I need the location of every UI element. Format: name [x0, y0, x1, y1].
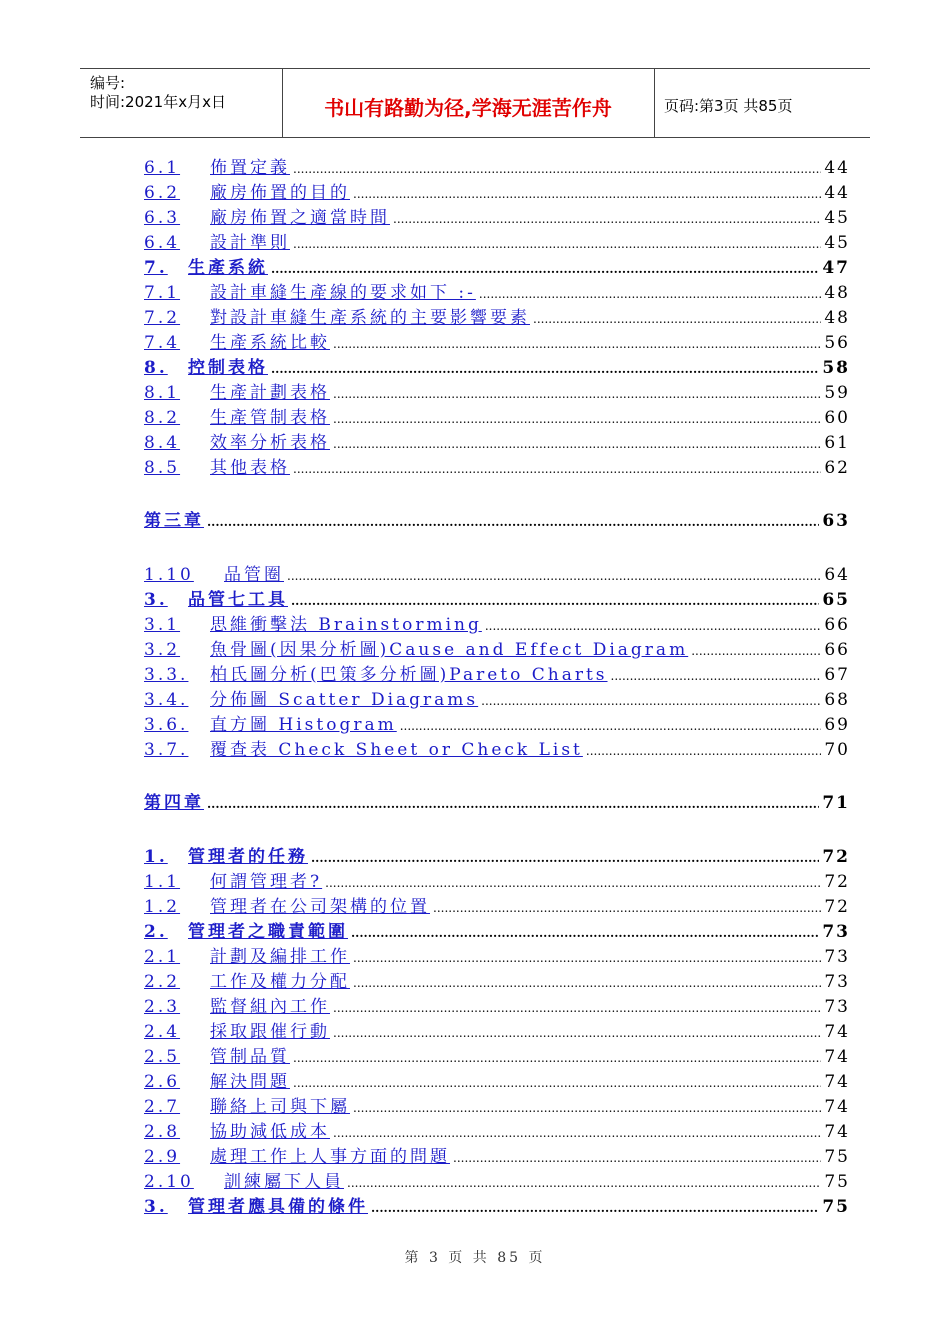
toc-entry-page: 72 — [822, 847, 850, 867]
toc-entry-number[interactable]: 8. — [144, 358, 168, 378]
toc-entry-page: 70 — [824, 740, 850, 760]
toc-entry[interactable] — [144, 511, 850, 531]
toc-dot-leader — [333, 334, 821, 354]
toc-dot-leader — [611, 666, 822, 686]
toc-entry-title[interactable]: 生產系統比較 — [210, 333, 330, 353]
toc-entry[interactable] — [144, 665, 850, 685]
toc-entry-title[interactable]: 控制表格 — [188, 358, 268, 378]
toc-entry[interactable] — [144, 158, 850, 178]
toc-entry-title[interactable]: 管制品質 — [210, 1047, 290, 1067]
toc-entry-page: 64 — [824, 565, 850, 585]
toc-entry-title[interactable]: 思維衝擊法 Brainstorming — [210, 615, 482, 635]
toc-dot-leader — [333, 1123, 821, 1143]
toc-entry-page: 72 — [824, 897, 850, 917]
toc-entry[interactable] — [144, 947, 850, 967]
toc-entry-page: 65 — [822, 590, 850, 610]
toc-entry-page: 58 — [822, 358, 850, 378]
toc-entry[interactable] — [144, 408, 850, 428]
toc-dot-leader — [271, 359, 819, 379]
toc-entry-title[interactable]: 佈置定義 — [210, 158, 290, 178]
toc-entry[interactable] — [144, 1097, 850, 1117]
toc-dot-leader — [293, 234, 821, 254]
toc-entry-title[interactable]: 品管七工具 — [188, 590, 288, 610]
toc-entry-page: 63 — [822, 511, 850, 531]
toc-dot-leader — [453, 1148, 821, 1168]
toc-entry-page: 67 — [824, 665, 850, 685]
toc-entry[interactable] — [144, 1022, 850, 1042]
toc-entry[interactable] — [144, 433, 850, 453]
toc-entry-title[interactable]: 魚骨圖(因果分析圖)Cause and Effect Diagram — [210, 640, 689, 660]
toc-entry-number[interactable]: 1. — [144, 847, 168, 867]
toc-dot-leader — [533, 309, 821, 329]
toc-entry-number[interactable]: 2. — [144, 922, 168, 942]
toc-entry-number[interactable]: 8.5 — [144, 458, 181, 478]
toc-dot-leader — [353, 973, 821, 993]
toc-entry[interactable] — [144, 640, 850, 660]
toc-entry-number[interactable]: 7.1 — [144, 283, 181, 303]
toc-entry[interactable] — [144, 922, 850, 942]
toc-entry-number[interactable]: 2.6 — [144, 1072, 181, 1092]
toc-entry-title[interactable]: 工作及權力分配 — [210, 972, 350, 992]
toc-dot-leader — [333, 1023, 821, 1043]
toc-entry-number[interactable]: 3.6. — [144, 715, 189, 735]
toc-entry-page: 48 — [824, 308, 850, 328]
toc-entry-title[interactable]: 管理者的任務 — [188, 847, 308, 867]
toc-entry[interactable] — [144, 565, 850, 585]
toc-entry[interactable] — [144, 847, 850, 867]
toc-entry-title[interactable]: 覆查表 Check Sheet or Check List — [210, 740, 583, 760]
toc-entry-number[interactable]: 7. — [144, 258, 168, 278]
toc-entry[interactable] — [144, 1122, 850, 1142]
toc-entry-number[interactable]: 7.2 — [144, 308, 181, 328]
toc-entry[interactable] — [144, 972, 850, 992]
toc-entry-number[interactable]: 2.5 — [144, 1047, 181, 1067]
toc-entry[interactable] — [144, 1047, 850, 1067]
toc-entry-page: 72 — [824, 872, 850, 892]
toc-dot-leader — [481, 691, 821, 711]
toc-entry-page: 45 — [824, 233, 850, 253]
header-page-cell — [654, 69, 870, 137]
toc-entry-title[interactable]: 其他表格 — [210, 458, 290, 478]
toc-dot-leader — [351, 923, 819, 943]
toc-entry[interactable] — [144, 872, 850, 892]
toc-dot-leader — [691, 641, 821, 661]
toc-entry[interactable] — [144, 590, 850, 610]
toc-entry[interactable] — [144, 1172, 850, 1192]
toc-entry-page: 69 — [824, 715, 850, 735]
toc-entry-number[interactable]: 1.1 — [144, 872, 181, 892]
toc-entry-title[interactable]: 監督組內工作 — [210, 997, 330, 1017]
toc-entry-number[interactable]: 2.7 — [144, 1097, 181, 1117]
toc-dot-leader — [400, 716, 822, 736]
toc-entry[interactable] — [144, 308, 850, 328]
toc-entry-title[interactable]: 柏氏圖分析(巴策多分析圖)Pareto Charts — [210, 665, 608, 685]
toc-dot-leader — [207, 512, 819, 532]
toc-entry[interactable] — [144, 258, 850, 278]
toc-entry-title[interactable]: 第三章 — [144, 511, 204, 531]
toc-entry-title[interactable]: 第四章 — [144, 793, 204, 813]
toc-entry-page: 56 — [824, 333, 850, 353]
toc-entry-page: 75 — [822, 1197, 850, 1217]
toc-entry-title[interactable]: 管理者應具備的條件 — [188, 1197, 368, 1217]
toc-dot-leader — [353, 184, 821, 204]
toc-entry-title[interactable]: 對設計車縫生產系統的主要影響要素 — [210, 308, 530, 328]
page-info: 页码:第3页 共85页 — [664, 97, 793, 115]
toc-entry-page: 66 — [824, 640, 850, 660]
toc-entry-number[interactable]: 7.4 — [144, 333, 181, 353]
toc-entry[interactable] — [144, 183, 850, 203]
toc-entry[interactable] — [144, 233, 850, 253]
toc-entry-page: 73 — [824, 972, 850, 992]
toc-entry-number[interactable]: 3.3. — [144, 665, 189, 685]
toc-entry-title[interactable]: 廠房佈置之適當時間 — [210, 208, 390, 228]
toc-entry-title[interactable]: 管理者之職責範圍 — [188, 922, 348, 942]
toc-dot-leader — [287, 566, 821, 586]
toc-entry-number[interactable]: 1.10 — [144, 565, 194, 585]
toc-dot-leader — [433, 898, 821, 918]
toc-dot-leader — [371, 1198, 819, 1218]
toc-dot-leader — [293, 459, 821, 479]
toc-entry-page: 62 — [824, 458, 850, 478]
toc-entry-number[interactable]: 2.8 — [144, 1122, 181, 1142]
toc-entry-title[interactable]: 品管圈 — [224, 565, 284, 585]
toc-dot-leader — [393, 209, 821, 229]
toc-entry[interactable] — [144, 333, 850, 353]
toc-entry-number[interactable]: 6.3 — [144, 208, 181, 228]
toc-entry[interactable] — [144, 997, 850, 1017]
toc-entry-number[interactable]: 6.1 — [144, 158, 181, 178]
toc-entry-title[interactable]: 計劃及編排工作 — [210, 947, 350, 967]
toc-entry-page: 74 — [824, 1022, 850, 1042]
toc-dot-leader — [207, 794, 819, 814]
toc-entry-page: 68 — [824, 690, 850, 710]
toc-entry-page: 75 — [824, 1172, 850, 1192]
toc-entry-page: 73 — [822, 922, 850, 942]
toc-dot-leader — [479, 284, 821, 304]
toc-entry-number[interactable]: 3.1 — [144, 615, 181, 635]
toc-entry-page: 59 — [824, 383, 850, 403]
toc-entry-title[interactable]: 訓練屬下人員 — [224, 1172, 344, 1192]
toc-entry[interactable] — [144, 715, 850, 735]
toc-entry-page: 74 — [824, 1072, 850, 1092]
doc-number-label: 编号: — [90, 74, 126, 92]
toc-entry-number[interactable]: 2.1 — [144, 947, 181, 967]
toc-entry-title[interactable]: 何謂管理者? — [210, 872, 323, 892]
toc-entry[interactable] — [144, 1072, 850, 1092]
toc-entry-number[interactable]: 1.2 — [144, 897, 181, 917]
toc-entry[interactable] — [144, 615, 850, 635]
toc-entry-page: 61 — [824, 433, 850, 453]
toc-entry[interactable] — [144, 740, 850, 760]
toc-entry[interactable] — [144, 283, 850, 303]
toc-dot-leader — [293, 159, 821, 179]
toc-entry-number[interactable]: 8.1 — [144, 383, 181, 403]
toc-entry-number[interactable]: 6.2 — [144, 183, 181, 203]
toc-entry-title[interactable]: 生產管制表格 — [210, 408, 330, 428]
toc-entry-number[interactable]: 3.4. — [144, 690, 189, 710]
toc-entry-title[interactable]: 採取跟催行動 — [210, 1022, 330, 1042]
toc-entry-page: 71 — [822, 793, 850, 813]
toc-entry-page: 45 — [824, 208, 850, 228]
toc-entry[interactable] — [144, 383, 850, 403]
toc-dot-leader — [291, 591, 819, 611]
toc-entry-page: 44 — [824, 183, 850, 203]
toc-entry-number[interactable]: 2.4 — [144, 1022, 181, 1042]
toc-dot-leader — [271, 259, 819, 279]
toc-dot-leader — [333, 434, 821, 454]
toc-entry[interactable] — [144, 1197, 850, 1217]
toc-entry-number[interactable]: 3.2 — [144, 640, 181, 660]
page-header — [80, 68, 870, 138]
toc-entry-title[interactable]: 直方圖 Histogram — [210, 715, 397, 735]
toc-entry-title[interactable]: 管理者在公司架構的位置 — [210, 897, 430, 917]
toc-entry-number[interactable]: 3.7. — [144, 740, 189, 760]
toc-entry-page: 74 — [824, 1097, 850, 1117]
toc-entry-page: 60 — [824, 408, 850, 428]
toc-entry[interactable] — [144, 1147, 850, 1167]
toc-entry-title[interactable]: 協助減低成本 — [210, 1122, 330, 1142]
toc-dot-leader — [333, 384, 821, 404]
motto-text: 书山有路勤为径,学海无涯苦作舟 — [324, 96, 612, 120]
toc-entry-page: 75 — [824, 1147, 850, 1167]
toc-entry-page: 47 — [822, 258, 850, 278]
toc-entry-number[interactable]: 2.10 — [144, 1172, 194, 1192]
toc-entry-page: 74 — [824, 1047, 850, 1067]
header-meta-cell — [80, 69, 283, 137]
toc-entry-title[interactable]: 分佈圖 Scatter Diagrams — [210, 690, 479, 710]
toc-dot-leader — [325, 873, 821, 893]
toc-dot-leader — [333, 409, 821, 429]
toc-entry-number[interactable]: 8.2 — [144, 408, 181, 428]
toc-entry-number[interactable]: 6.4 — [144, 233, 181, 253]
toc-entry[interactable] — [144, 897, 850, 917]
toc-entry-title[interactable]: 聯絡上司與下屬 — [210, 1097, 350, 1117]
toc-entry-page: 66 — [824, 615, 850, 635]
toc-dot-leader — [293, 1048, 821, 1068]
toc-entry[interactable] — [144, 208, 850, 228]
toc-entry-number[interactable]: 8.4 — [144, 433, 181, 453]
toc-dot-leader — [347, 1173, 821, 1193]
toc-entry-page: 48 — [824, 283, 850, 303]
toc-entry-number[interactable]: 3. — [144, 1197, 168, 1217]
toc-entry[interactable] — [144, 690, 850, 710]
toc-dot-leader — [293, 1073, 821, 1093]
toc-entry-page: 74 — [824, 1122, 850, 1142]
toc-entry[interactable] — [144, 793, 850, 813]
page-footer: 第 3 页 共 85 页 — [404, 1250, 546, 1266]
toc-entry-page: 44 — [824, 158, 850, 178]
toc-entry-title[interactable]: 生產系統 — [188, 258, 268, 278]
toc-entry-page: 73 — [824, 997, 850, 1017]
date-label: 时间:2021年x月x日 — [90, 93, 226, 111]
toc-entry-title[interactable]: 設計車縫生產線的要求如下 :- — [210, 283, 476, 303]
toc-entry-number[interactable]: 3. — [144, 590, 168, 610]
toc-entry-number[interactable]: 2.9 — [144, 1147, 181, 1167]
toc-dot-leader — [485, 616, 822, 636]
header-motto-cell — [282, 69, 655, 137]
toc-dot-leader — [586, 741, 821, 761]
toc-entry-title[interactable]: 處理工作上人事方面的問題 — [210, 1147, 450, 1167]
toc-entry-number[interactable]: 2.3 — [144, 997, 181, 1017]
toc-entry-page: 73 — [824, 947, 850, 967]
toc-entry-title[interactable]: 廠房佈置的目的 — [210, 183, 350, 203]
toc-entry-title[interactable]: 解決問題 — [210, 1072, 290, 1092]
toc-dot-leader — [353, 1098, 821, 1118]
toc-entry-title[interactable]: 設計準則 — [210, 233, 290, 253]
toc-entry[interactable] — [144, 458, 850, 478]
toc-entry-title[interactable]: 生產計劃表格 — [210, 383, 330, 403]
toc-entry-number[interactable]: 2.2 — [144, 972, 181, 992]
toc-entry[interactable] — [144, 358, 850, 378]
toc-dot-leader — [333, 998, 821, 1018]
toc-entry-title[interactable]: 效率分析表格 — [210, 433, 330, 453]
toc-dot-leader — [353, 948, 821, 968]
toc-dot-leader — [311, 848, 819, 868]
